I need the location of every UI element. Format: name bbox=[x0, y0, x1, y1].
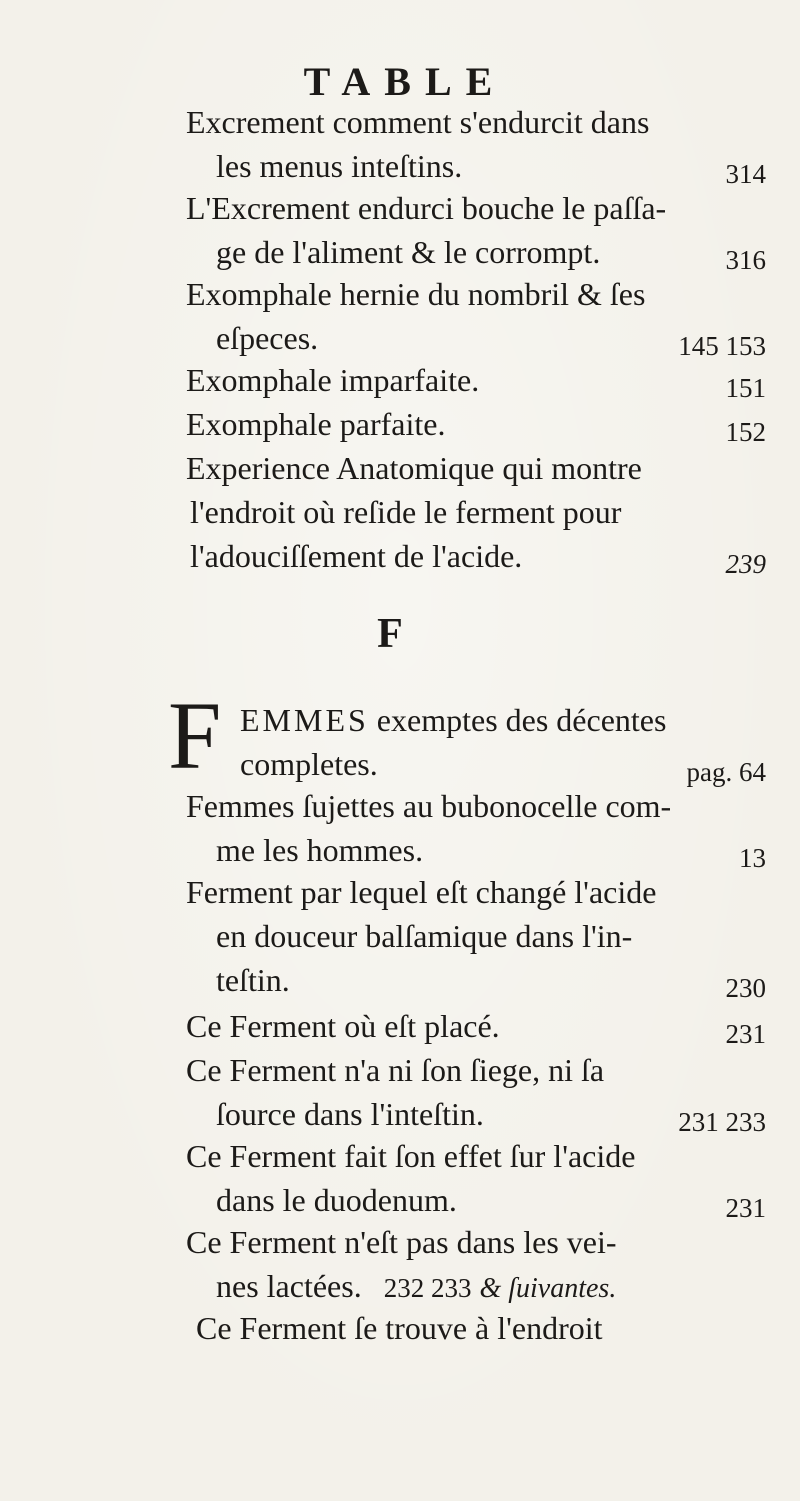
page-reference: 151 bbox=[725, 373, 766, 403]
page-reference: 231 bbox=[725, 1019, 766, 1049]
page-reference-suffix: & ſuivantes. bbox=[479, 1273, 617, 1304]
entry-line bbox=[240, 698, 766, 742]
index-entry-exomphale-hernie bbox=[186, 272, 766, 360]
entry-line: Femmes ſujettes au bubonocelle com- bbox=[186, 788, 672, 824]
entry-line: dans le duodenum. bbox=[216, 1182, 457, 1218]
running-head: TABLE bbox=[303, 59, 507, 104]
entry-line: me les hommes. bbox=[216, 832, 424, 868]
entry-line: en douceur balſamique dans l'in- bbox=[216, 918, 633, 954]
page-reference: 239 bbox=[725, 549, 766, 579]
index-entry-experience-anatomique bbox=[186, 446, 766, 578]
index-entry-femmes-sujettes bbox=[186, 784, 766, 872]
entry-line: eſpeces. bbox=[216, 320, 319, 356]
page-reference: 314 bbox=[725, 159, 766, 189]
index-entry-ferment-effet bbox=[186, 1134, 766, 1222]
entry-text: exemptes des décentes bbox=[376, 702, 667, 738]
index-entry-excrement-endurcit bbox=[186, 100, 766, 188]
entry-line: l'endroit où reſide le ferment pour bbox=[190, 494, 622, 530]
entry-line: Exomphale hernie du nombril & ſes bbox=[186, 276, 646, 312]
index-entry-exomphale-parfaite bbox=[186, 402, 766, 446]
entry-line: completes. bbox=[240, 746, 378, 782]
entry-line: l'adouciſſement de l'acide. bbox=[190, 538, 523, 574]
page-reference: pag. 64 bbox=[686, 757, 766, 787]
entry-line: Exomphale parfaite. bbox=[186, 406, 446, 442]
entry-line: ge de l'aliment & le corrompt. bbox=[216, 234, 601, 270]
entry-line: Experience Anatomique qui montre bbox=[186, 450, 642, 486]
page-reference: 13 bbox=[739, 843, 766, 873]
page-reference: 231 bbox=[725, 1193, 766, 1223]
entry-line: Excrement comment s'endurcit dans bbox=[186, 104, 650, 140]
index-entry-ferment-siege bbox=[186, 1048, 766, 1136]
page-reference: 230 bbox=[725, 973, 766, 1003]
page-reference: 152 bbox=[725, 417, 766, 447]
index-entry-ferment-change bbox=[186, 870, 766, 1002]
page-reference: 232 233 bbox=[383, 1273, 472, 1303]
entry-line: L'Excrement endurci bouche le paſſa- bbox=[186, 190, 667, 226]
entry-line: teſtin. bbox=[216, 962, 290, 998]
entry-line: les menus inteſtins. bbox=[216, 148, 463, 184]
index-entry-excrement-bouche bbox=[186, 186, 766, 274]
entry-line bbox=[186, 1264, 766, 1308]
entry-line: Ce Ferment où eſt placé. bbox=[186, 1008, 500, 1044]
index-entry-ferment-place bbox=[186, 1004, 766, 1048]
entry-text: nes lactées. bbox=[216, 1268, 362, 1304]
entry-line: ſource dans l'inteſtin. bbox=[216, 1096, 484, 1132]
page-reference: 316 bbox=[725, 245, 766, 275]
small-caps-word: EMMES bbox=[240, 702, 369, 738]
page-reference: 145 153 bbox=[678, 331, 766, 361]
entry-line: Ce Ferment fait ſon effet ſur l'acide bbox=[186, 1138, 636, 1174]
index-entry-ferment-trouve bbox=[186, 1306, 766, 1350]
entry-line: Exomphale imparfaite. bbox=[186, 362, 480, 398]
entry-line: Ce Ferment ſe trouve à l'endroit bbox=[196, 1310, 603, 1346]
entry-line: Ferment par lequel eſt changé l'acide bbox=[186, 874, 657, 910]
entry-line: Ce Ferment n'eſt pas dans les vei- bbox=[186, 1224, 617, 1260]
section-letter-heading: F bbox=[377, 611, 403, 657]
index-entry-exomphale-imparfaite bbox=[186, 358, 766, 402]
entry-line: Ce Ferment n'a ni ſon ſiege, ni ſa bbox=[186, 1052, 605, 1088]
drop-cap: F bbox=[168, 682, 222, 789]
index-entry-femmes-exemptes bbox=[240, 698, 766, 786]
index-entry-ferment-veines bbox=[186, 1220, 766, 1308]
page-reference: 231 233 bbox=[678, 1107, 766, 1137]
